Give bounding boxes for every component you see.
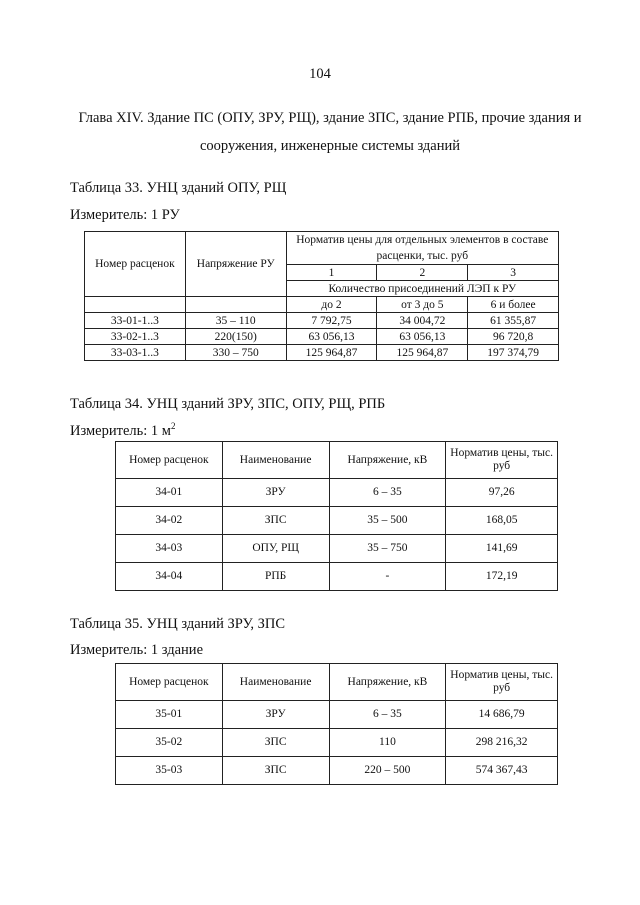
- table33-header-voltage: Напряжение РУ: [185, 232, 286, 297]
- row-name: ОПУ, РЩ: [222, 535, 329, 563]
- table33-col-range: от 3 до 5: [377, 297, 468, 313]
- table35-header-voltage: Напряжение, кВ: [329, 664, 446, 701]
- row-code: 34-01: [116, 479, 223, 507]
- table-row: [116, 535, 558, 563]
- page-number: 104: [309, 66, 331, 82]
- table33-col-range: до 2: [286, 297, 377, 313]
- row-value: 7 792,75: [286, 313, 377, 329]
- row-voltage: 220(150): [185, 329, 286, 345]
- table-row: [116, 701, 558, 729]
- row-value: 34 004,72: [377, 313, 468, 329]
- row-voltage: 35 – 500: [329, 507, 446, 535]
- table-row: [116, 563, 558, 591]
- row-code: 35-01: [116, 701, 223, 729]
- table-row: [116, 507, 558, 535]
- table34-unit-text: Измеритель: 1 м: [70, 422, 171, 439]
- chapter-title: [60, 104, 600, 160]
- row-value: 63 056,13: [377, 329, 468, 345]
- row-price: 97,26: [446, 479, 558, 507]
- row-price: 141,69: [446, 535, 558, 563]
- row-price: 298 216,32: [446, 729, 558, 757]
- table33: [84, 231, 559, 361]
- row-voltage: 6 – 35: [329, 701, 446, 729]
- table33-col-num: 3: [468, 265, 559, 281]
- table33-header-norm: Норматив цены для отдельных элементов в составе расценки, тыс. руб: [286, 232, 558, 265]
- table-row: [116, 729, 558, 757]
- row-code: 34-02: [116, 507, 223, 535]
- table-row: [116, 757, 558, 785]
- row-price: 14 686,79: [446, 701, 558, 729]
- table33-header-count: Количество присоединений ЛЭП к РУ: [286, 281, 558, 297]
- table-row: [85, 345, 559, 361]
- row-code: 33-02-1..3: [85, 329, 186, 345]
- row-value: 197 374,79: [468, 345, 559, 361]
- row-voltage: 35 – 750: [329, 535, 446, 563]
- table33-empty-cell: [85, 297, 186, 313]
- table34-caption: Таблица 34. УНЦ зданий ЗРУ, ЗПС, ОПУ, РЩ, РПБ: [70, 396, 386, 412]
- chapter-title-line-2: сооружения, инженерные системы зданий: [199, 138, 461, 154]
- table34-header-voltage: Напряжение, кВ: [329, 442, 446, 479]
- row-price: 574 367,43: [446, 757, 558, 785]
- row-voltage: -: [329, 563, 446, 591]
- table34-header-code: Номер расценок: [116, 442, 223, 479]
- table-row: [116, 479, 558, 507]
- row-voltage: 35 – 110: [185, 313, 286, 329]
- row-code: 34-03: [116, 535, 223, 563]
- row-voltage: 330 – 750: [185, 345, 286, 361]
- row-value: 125 964,87: [286, 345, 377, 361]
- row-code: 35-03: [116, 757, 223, 785]
- table33-caption: Таблица 33. УНЦ зданий ОПУ, РЩ: [70, 180, 287, 196]
- table-row: [85, 313, 559, 329]
- row-price: 172,19: [446, 563, 558, 591]
- row-name: ЗПС: [222, 729, 329, 757]
- table35-caption: Таблица 35. УНЦ зданий ЗРУ, ЗПС: [70, 616, 286, 632]
- row-value: 61 355,87: [468, 313, 559, 329]
- row-code: 34-04: [116, 563, 223, 591]
- table34-header-name: Наименование: [222, 442, 329, 479]
- table33-header-code: Номер расценок: [85, 232, 186, 297]
- row-name: ЗРУ: [222, 479, 329, 507]
- table35-header-price: Норматив цены, тыс. руб: [446, 664, 558, 701]
- row-voltage: 6 – 35: [329, 479, 446, 507]
- row-name: РПБ: [222, 563, 329, 591]
- chapter-title-line-1: Глава XIV. Здание ПС (ОПУ, ЗРУ, РЩ), здание ЗПС, здание РПБ, прочие здания и: [78, 110, 582, 126]
- row-code: 35-02: [116, 729, 223, 757]
- row-value: 96 720,8: [468, 329, 559, 345]
- row-code: 33-01-1..3: [85, 313, 186, 329]
- table-row: [85, 329, 559, 345]
- row-name: ЗРУ: [222, 701, 329, 729]
- table33-unit: Измеритель: 1 РУ: [70, 207, 180, 223]
- table34-header-price: Норматив цены, тыс. руб: [446, 442, 558, 479]
- row-voltage: 220 – 500: [329, 757, 446, 785]
- table33-col-num: 2: [377, 265, 468, 281]
- table34-unit: [70, 421, 175, 440]
- table35-header-code: Номер расценок: [116, 664, 223, 701]
- table33-col-num: 1: [286, 265, 377, 281]
- row-value: 63 056,13: [286, 329, 377, 345]
- row-code: 33-03-1..3: [85, 345, 186, 361]
- table33-empty-cell: [185, 297, 286, 313]
- row-voltage: 110: [329, 729, 446, 757]
- table33-col-range: 6 и более: [468, 297, 559, 313]
- table34-unit-superscript: 2: [170, 421, 176, 431]
- table35-header-name: Наименование: [222, 664, 329, 701]
- row-name: ЗПС: [222, 507, 329, 535]
- row-name: ЗПС: [222, 757, 329, 785]
- table34: [115, 441, 558, 591]
- table35-unit: Измеритель: 1 здание: [70, 642, 203, 658]
- row-value: 125 964,87: [377, 345, 468, 361]
- row-price: 168,05: [446, 507, 558, 535]
- table35: [115, 663, 558, 785]
